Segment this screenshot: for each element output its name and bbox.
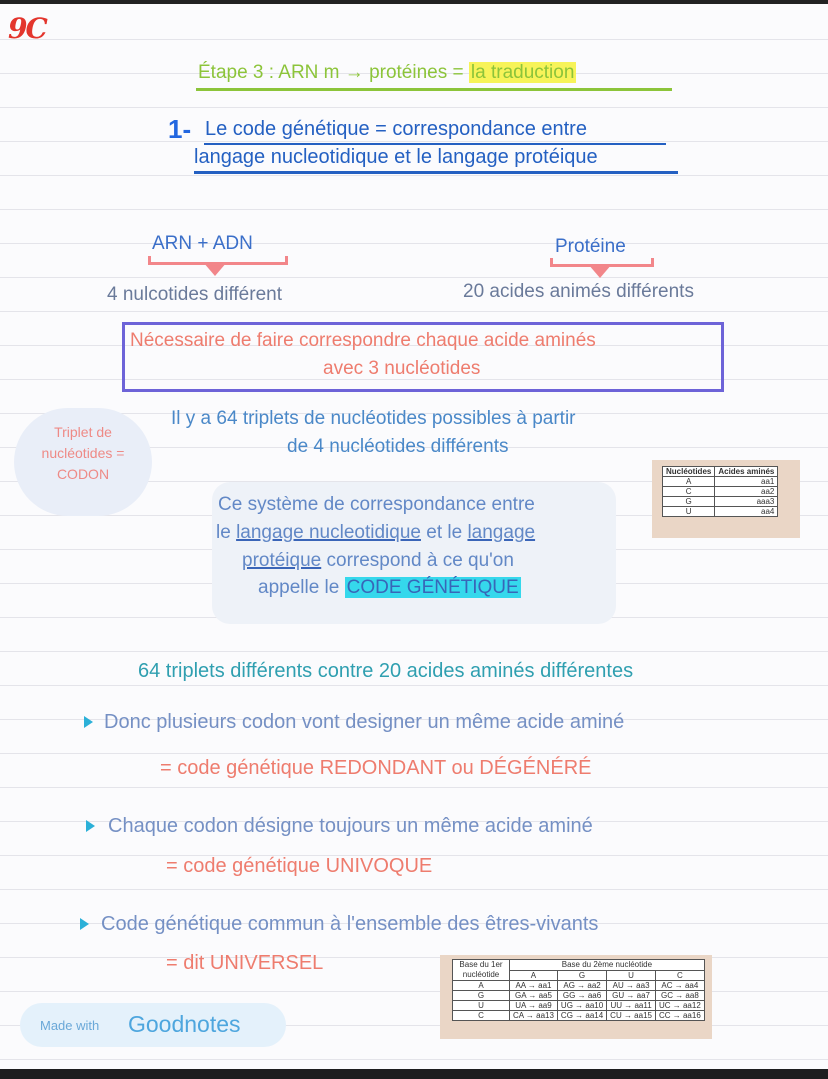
table-cell: U [663, 507, 715, 517]
table-cell: G [453, 991, 510, 1001]
definition-line3 [242, 550, 514, 572]
table-cell: A [453, 981, 510, 991]
table-header: U [607, 970, 656, 981]
codon-bubble-line2: nucléotides = [41, 445, 125, 461]
triplets-line1: Il y a 64 triplets de nucléotides possibles à partir [171, 408, 576, 429]
codon-bubble-line1: Triplet de [54, 424, 112, 440]
table-cell: UG → aa10 [557, 1001, 606, 1011]
table-cell: CA → aa13 [510, 1011, 558, 1021]
triplets-line2: de 4 nucléotides différents [287, 436, 509, 457]
table-cell: aaa3 [715, 497, 778, 507]
table-header: Base du 1er nucléotide [453, 960, 510, 981]
table-cell: GG → aa6 [557, 991, 606, 1001]
table-cell: UU → aa11 [607, 1001, 656, 1011]
point-1-conclusion: = code génétique REDONDANT ou DÉGÉNÉRÉ [160, 757, 592, 779]
table-header: C [655, 970, 704, 981]
table-header: A [510, 970, 558, 981]
table-header: Acides aminés [715, 467, 778, 477]
proteine-label: Protéine [555, 236, 626, 257]
title-highlight: la traduction [470, 62, 575, 83]
section-number: 1- [168, 114, 192, 144]
section-heading-line2: langage nucleotidique et le langage protéique [194, 146, 598, 168]
table-cell: CG → aa14 [557, 1011, 606, 1021]
underlined-term: protéique [242, 550, 322, 571]
codon-table-image [440, 955, 712, 1039]
class-logo: 9C [8, 12, 46, 45]
proteine-description: 20 acides animés différents [463, 281, 694, 302]
table-cell: CC → aa16 [655, 1011, 704, 1021]
table-cell: A [663, 477, 715, 487]
underlined-term: langage nucleotidique [236, 522, 421, 543]
point-3-text: Code génétique commun à l'ensemble des êtres-vivants [101, 913, 599, 935]
table-cell: GC → aa8 [655, 991, 704, 1001]
proteine-arrow-icon [588, 264, 612, 278]
table-cell: C [663, 487, 715, 497]
page-title [198, 62, 576, 84]
arn-arrow-icon [203, 262, 227, 276]
table-cell: GU → aa7 [607, 991, 656, 1001]
definition-text: et le [420, 522, 468, 543]
arn-description: 4 nulcotides différent [107, 284, 282, 305]
top-bar [0, 0, 828, 4]
table-cell: G [663, 497, 715, 507]
codon-bubble-line3: CODON [56, 466, 110, 482]
table-cell: AU → aa3 [607, 981, 656, 991]
table-cell: AA → aa1 [510, 981, 558, 991]
table-cell: AG → aa2 [557, 981, 606, 991]
table-cell: C [453, 1011, 510, 1021]
definition-line1: Ce système de correspondance entre [218, 494, 535, 515]
table-cell: aa1 [715, 477, 778, 487]
goodnotes-brand: Goodnotes [128, 1011, 241, 1037]
arn-adn-label: ARN + ADN [152, 233, 253, 254]
underlined-term: langage [467, 522, 536, 543]
table-header: Nucléotides [663, 467, 715, 477]
definition-line4 [258, 577, 521, 599]
heading-underline-1 [204, 143, 666, 145]
definition-text: le [216, 522, 237, 543]
heading-underline-2 [194, 171, 678, 174]
table-cell: AC → aa4 [655, 981, 704, 991]
definition-text: appelle le [258, 577, 345, 598]
point-2-conclusion: = code génétique UNIVOQUE [166, 855, 433, 877]
table-header: G [557, 970, 606, 981]
table-cell: UC → aa12 [655, 1001, 704, 1011]
nucleotide-table [662, 466, 778, 517]
contrast-statement: 64 triplets différents contre 20 acides aminés différentes [138, 660, 634, 682]
table-cell: CU → aa15 [607, 1011, 656, 1021]
point-2-text: Chaque codon désigne toujours un même acide aminé [108, 815, 593, 837]
table-cell: aa2 [715, 487, 778, 497]
definition-line2 [216, 522, 535, 544]
table-cell: GA → aa5 [510, 991, 558, 1001]
arrow-bullet-icon [86, 820, 95, 832]
arrow-bullet-icon [80, 918, 89, 930]
codon-table [452, 959, 705, 1021]
made-with-label: Made with [40, 1018, 100, 1033]
necessity-line1: Nécessaire de faire correspondre chaque acide aminés [130, 330, 596, 351]
code-genetique-highlight: CODE GÉNÉTIQUE [346, 577, 519, 598]
title-underline [196, 88, 672, 91]
table-cell: UA → aa9 [510, 1001, 558, 1011]
necessity-line2: avec 3 nucléotides [323, 358, 481, 379]
point-3-conclusion: = dit UNIVERSEL [166, 952, 324, 974]
table-cell: U [453, 1001, 510, 1011]
arrow-bullet-icon [84, 716, 93, 728]
point-1-text: Donc plusieurs codon vont designer un même acide aminé [104, 711, 625, 733]
definition-text: correspond à ce qu'on [321, 550, 514, 571]
table-header: Base du 2ème nucléotide [510, 960, 705, 971]
bottom-bar [0, 1069, 828, 1079]
nucleotide-table-image [652, 460, 800, 538]
section-heading-line1: Le code génétique = correspondance entre [205, 118, 587, 140]
title-prefix: Étape 3 : ARN m → protéines = [198, 62, 469, 83]
table-cell: aa4 [715, 507, 778, 517]
